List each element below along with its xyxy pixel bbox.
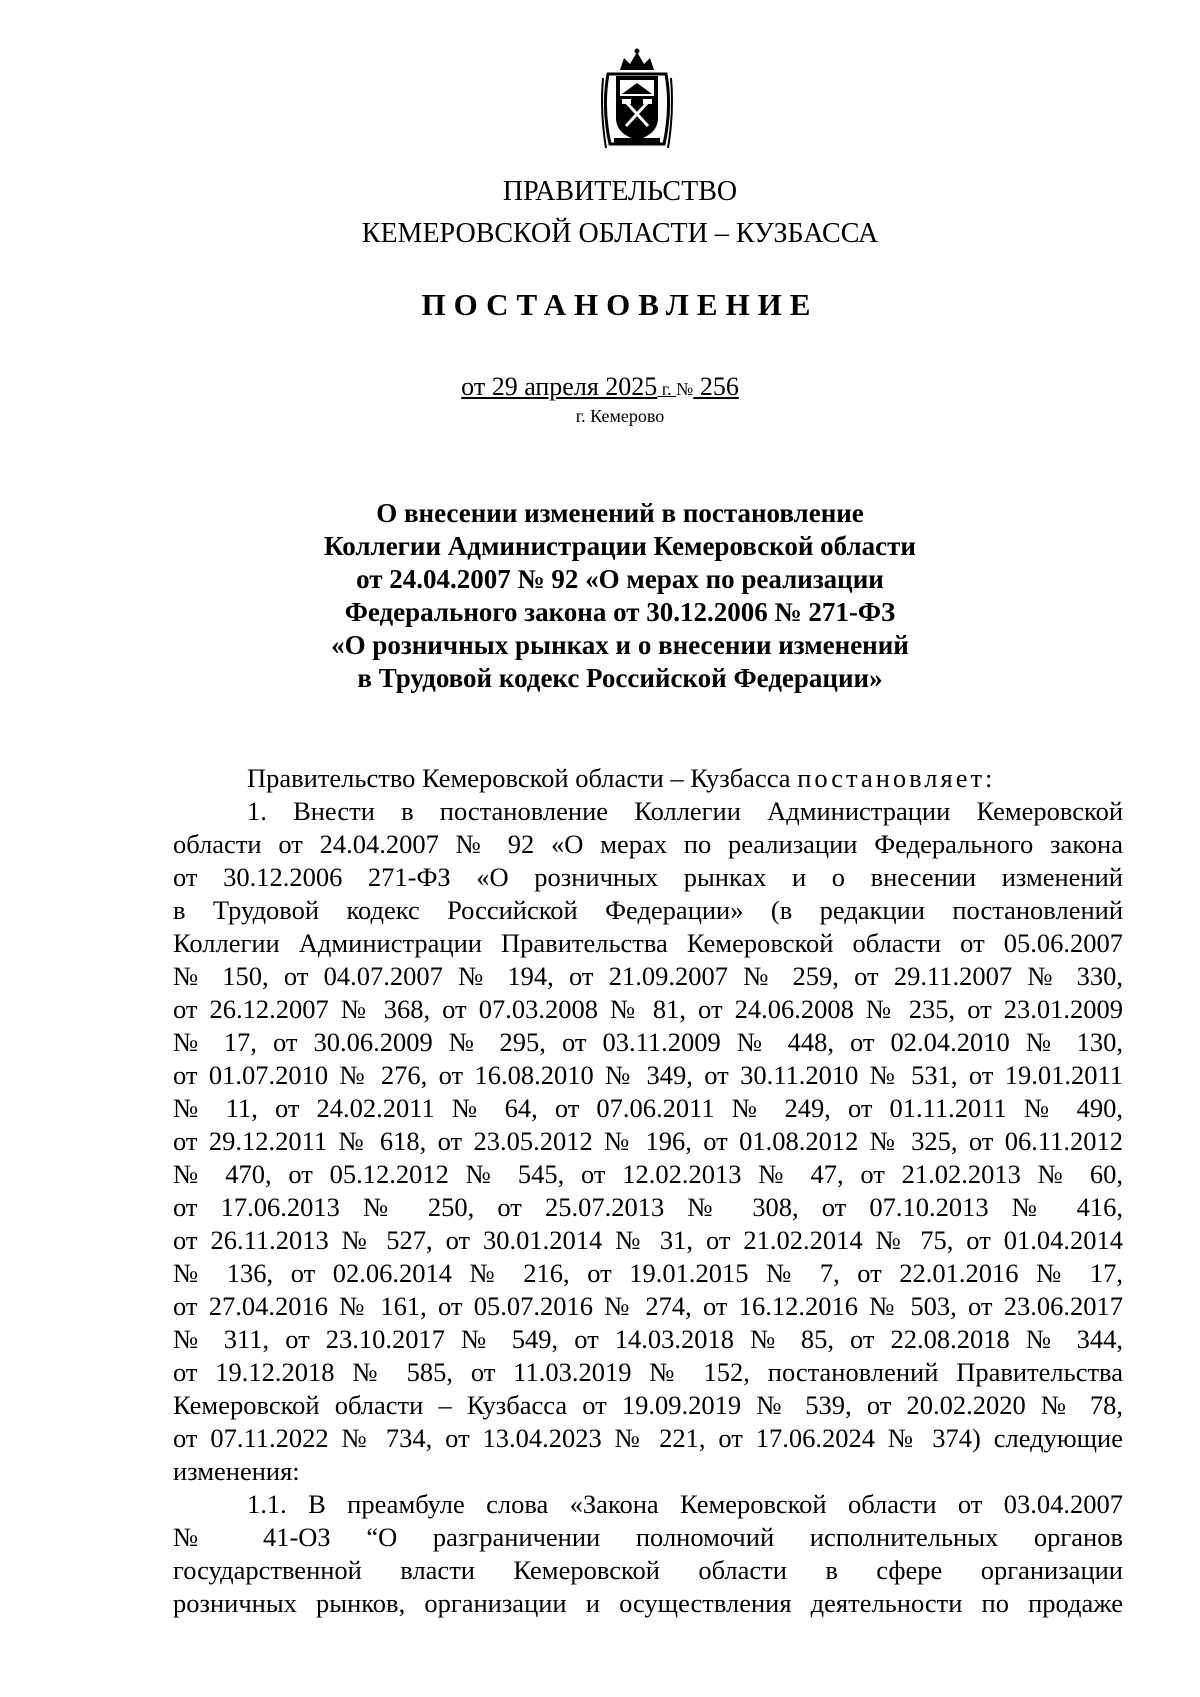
title-line: О внесении изменений в постановление [376,498,864,528]
body-text-line: розничных рынков, организации и осуществления деятельности по продаже [173,1588,1123,1618]
preamble-text: Правительство Кемеровской области – Кузбасса [247,763,798,793]
body-text-line: от 30.12.2006 271-ФЗ «О розничных рынках и о внесении изменений [173,862,1123,892]
document-body [173,762,1123,1620]
body-text-line: от 01.07.2010 № 276, от 16.08.2010 № 349, от 30.11.2010 № 531, от 19.01.2011 [173,1060,1123,1090]
document-date: от 29 апреля 2025 [461,372,658,401]
body-text-line: от 27.04.2016 № 161, от 05.07.2016 № 274, от 16.12.2016 № 503, от 23.06.2017 [173,1291,1123,1321]
body-text-line: изменения: [173,1456,300,1486]
body-text-line: 1.1. В преамбуле слова «Закона Кемеровской области от 03.04.2007 [247,1489,1123,1519]
government-name-line2: КЕМЕРОВСКОЙ ОБЛАСТИ – КУЗБАССА [361,218,879,249]
body-text-line: от 17.06.2013 № 250, от 25.07.2013 № 308, от 07.10.2013 № 416, [173,1192,1123,1222]
title-line: Коллегии Администрации Кемеровской области [324,531,916,561]
government-name-line1: ПРАВИТЕЛЬСТВО [502,176,738,207]
body-text-line: от 19.12.2018 № 585, от 11.03.2019 № 152, постановлений Правительства [173,1357,1123,1387]
title-line: «О розничных рынках и о внесении изменений [331,630,909,660]
number-sign: № [676,379,694,399]
title-line: от 24.04.2007 № 92 «О мерах по реализации [356,564,884,594]
title-line: в Трудовой кодекс Российской Федерации» [357,663,883,693]
body-text-line: в Трудовой кодекс Российской Федерации» (в редакции постановлений [173,895,1123,925]
body-text-line: № 150, от 04.07.2007 № 194, от 21.09.2007 № 259, от 29.11.2007 № 330, [173,961,1123,991]
body-text-line: от 29.12.2011 № 618, от 23.05.2012 № 196, от 01.08.2012 № 325, от 06.11.2012 [173,1126,1123,1156]
body-text-line: от 26.12.2007 № 368, от 07.03.2008 № 81, от 24.06.2008 № 235, от 23.01.2009 [173,994,1123,1024]
body-text-line: № 11, от 24.02.2011 № 64, от 07.06.2011 № 249, от 01.11.2011 № 490, [173,1093,1123,1123]
body-text-line: № 311, от 23.10.2017 № 549, от 14.03.2018 № 85, от 22.08.2018 № 344, [173,1324,1123,1354]
preamble-verb: постановляет: [797,763,996,793]
title-line: Федерального закона от 30.12.2006 № 271-ФЗ [344,597,896,627]
document-number: 256 [693,372,739,401]
preamble-line [173,762,1123,795]
body-text-line: от 07.11.2022 № 734, от 13.04.2023 № 221, от 17.06.2024 № 374) следующие [173,1423,1123,1453]
body-text-line: от 26.11.2013 № 527, от 30.01.2014 № 31, от 21.02.2014 № 75, от 01.04.2014 [173,1225,1123,1255]
body-text-line: № 41-ОЗ “О разграничении полномочий исполнительных органов [173,1522,1123,1552]
body-text-line: Кемеровской области – Кузбасса от 19.09.2019 № 539, от 20.02.2020 № 78, [173,1390,1123,1420]
document-type-title: ПОСТАНОВЛЕНИЕ [421,287,819,322]
body-text-line: Коллегии Администрации Правительства Кемеровской области от 05.06.2007 [173,928,1123,958]
coat-of-arms-emblem [600,48,674,150]
year-suffix: г. [657,379,677,399]
body-lines [173,795,1123,1620]
document-date-line [0,372,1200,402]
body-text-line: государственной власти Кемеровской области в сфере организации [173,1555,1123,1585]
body-text-line: № 136, от 02.06.2014 № 216, от 19.01.2015 № 7, от 22.01.2016 № 17, [173,1258,1123,1288]
document-city: г. Кемерово [575,406,665,426]
document-title [20,497,1200,695]
body-text-line: области от 24.04.2007 № 92 «О мерах по реализации Федерального закона [173,829,1123,859]
body-text-line: № 17, от 30.06.2009 № 295, от 03.11.2009 № 448, от 02.04.2010 № 130, [173,1027,1123,1057]
body-text-line: 1. Внести в постановление Коллегии Администрации Кемеровской [247,796,1123,826]
body-text-line: № 470, от 05.12.2012 № 545, от 12.02.2013 № 47, от 21.02.2013 № 60, [173,1159,1123,1189]
